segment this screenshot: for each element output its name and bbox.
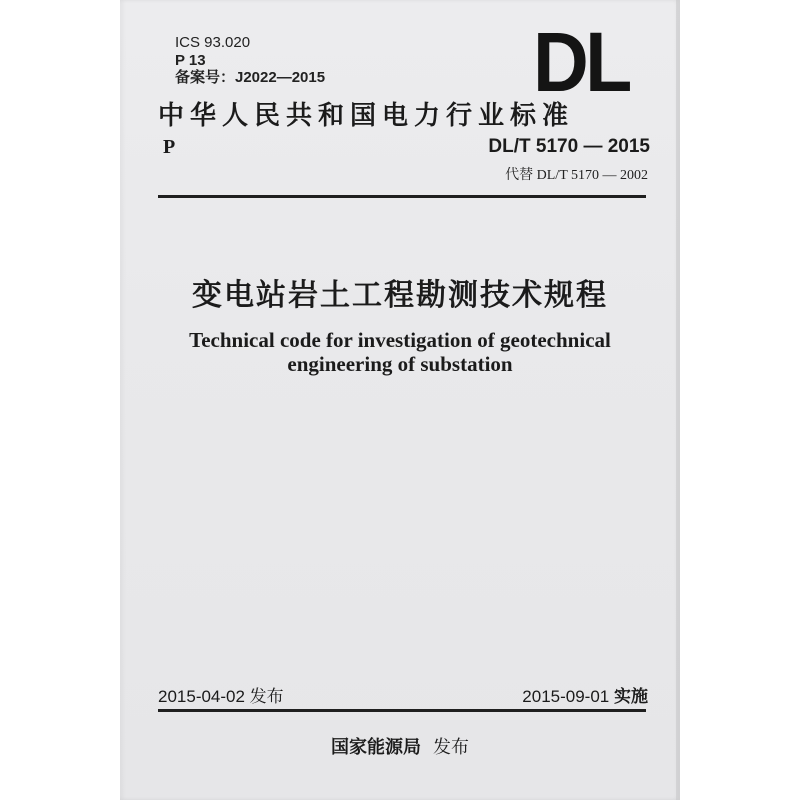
implement-date-value: 2015-09-01	[522, 687, 610, 706]
standard-number: DL/T 5170 — 2015	[488, 136, 650, 157]
cover-edge	[676, 0, 680, 800]
national-standard-title: 中华人民共和国电力行业标准	[158, 101, 575, 131]
top-divider	[158, 195, 646, 198]
issuer-organization: 国家能源局	[331, 737, 421, 758]
bottom-divider	[158, 709, 646, 712]
title-english-line-1: Technical code for investigation of geotechnical	[189, 328, 611, 352]
issue-date: 2015-04-02 发布	[158, 687, 284, 706]
category-code: P 13	[175, 52, 206, 69]
dl-logo: DL	[533, 15, 629, 109]
issuer-action: 发布	[433, 737, 469, 758]
implement-date-label: 实施	[614, 687, 648, 706]
category-letter: P	[163, 136, 176, 158]
record-number: 备案号：J2022—2015	[175, 69, 326, 86]
implement-date	[522, 682, 648, 707]
ics-code: ICS 93.020	[175, 34, 251, 51]
replaces-standard: 代替 DL/T 5170 — 2002	[505, 168, 648, 183]
issuer-line	[0, 733, 800, 759]
title-chinese: 变电站岩土工程勘测技术规程	[192, 278, 608, 313]
title-english-line-2: engineering of substation	[287, 352, 513, 376]
